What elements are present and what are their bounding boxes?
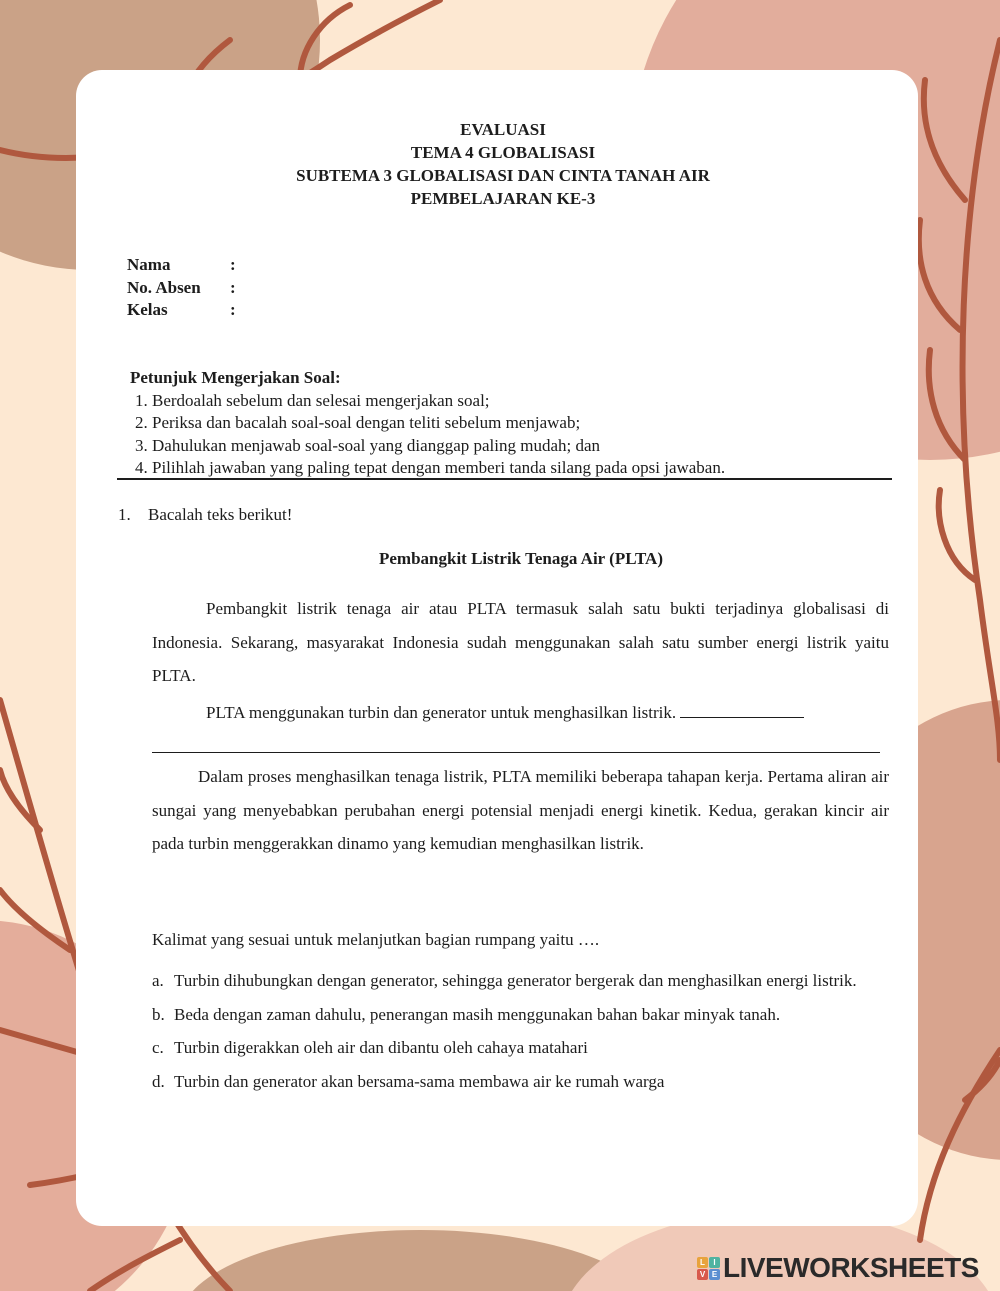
logo-tile: L [697,1257,708,1268]
identity-colon: : [230,300,236,319]
question-number: 1. [118,505,131,524]
instruction-item: 4. Pilihlah jawaban yang paling tepat dengan memberi tanda silang pada opsi jawaban. [152,457,892,480]
student-identity [127,254,236,322]
instructions [130,367,892,480]
logo-tile: V [697,1269,708,1280]
option-text: Beda dengan zaman dahulu, penerangan masih menggunakan bahan bakar minyak tanah. [174,1004,781,1024]
option-d[interactable] [152,1065,892,1099]
header-line-3: SUBTEMA 3 GLOBALISASI DAN CINTA TANAH AIR [296,166,710,185]
header-line-2: TEMA 4 GLOBALISASI [410,143,596,162]
option-letter: b. [152,1004,165,1024]
identity-row-name [127,254,236,277]
option-letter: d. [152,1071,165,1091]
identity-label: Nama [127,255,171,274]
option-a[interactable] [152,964,892,998]
logo-icon [697,1257,720,1280]
identity-label: Kelas [127,300,168,319]
instruction-item: 2. Periksa dan bacalah soal-soal dengan teliti sebelum menjawab; [152,412,892,435]
passage-title: Pembangkit Listrik Tenaga Air (PLTA) [378,549,663,568]
answer-options [152,964,892,1098]
instructions-title: Petunjuk Mengerjakan Soal: [130,368,341,387]
question-stem: Kalimat yang sesuai untuk melanjutkan bagian rumpang yaitu …. [152,930,600,949]
option-b[interactable] [152,998,892,1032]
passage-paragraph-2-text: PLTA menggunakan turbin dan generator untuk menghasilkan listrik. [206,703,677,722]
logo-tile: E [709,1269,720,1280]
identity-colon: : [230,255,236,274]
passage-paragraph-1: Pembangkit listrik tenaga air atau PLTA termasuk salah satu bukti terjadinya globalisasi di Indonesia. Sekarang, masyarakat Indonesia sudah menggunakan salah satu sumber energi listrik yaitu PLTA. [152,599,889,685]
header-line-1: EVALUASI [460,120,546,139]
option-text: Turbin dan generator akan bersama-sama membawa air ke rumah warga [174,1071,665,1091]
identity-row-kelas [127,299,236,322]
option-letter: c. [152,1038,164,1057]
question-prompt-text: Bacalah teks berikut! [148,505,293,524]
instruction-item: 3. Dahulukan menjawab soal-soal yang dianggap paling mudah; dan [152,435,892,458]
option-text: Turbin digerakkan oleh air dan dibantu oleh cahaya matahari [174,1038,588,1057]
passage-paragraph-2 [206,696,890,730]
answer-blank-line-2 [152,752,880,753]
passage-paragraph-3: Dalam proses menghasilkan tenaga listrik, PLTA memiliki beberapa tahapan kerja. Pertama aliran air sungai yang menyebabkan perubahan energi potensial menjadi energi kinetik. Kedua, gerakan kincir air pada turbin menggerakkan dinamo yang kemudian menghasilkan listrik. [152,767,889,853]
liveworksheets-logo [697,1252,979,1284]
identity-row-absen [127,277,236,300]
logo-wordmark: LIVEWORKSHEETS [723,1252,979,1283]
option-letter: a. [152,971,164,990]
option-text: Turbin dihubungkan dengan generator, sehingga generator bergerak dan menghasilkan energi listrik. [174,971,857,990]
logo-tile: I [709,1257,720,1268]
answer-blank-line [680,699,804,718]
identity-colon: : [230,277,236,297]
instruction-item: 1. Berdoalah sebelum dan selesai mengerjakan soal; [152,390,892,413]
instructions-divider [117,478,892,480]
header-line-4: PEMBELAJARAN KE-3 [410,189,596,208]
identity-label: No. Absen [127,277,201,297]
question-prompt [118,505,292,525]
instructions-list [130,390,892,480]
worksheet-header [76,118,930,210]
option-c[interactable] [152,1031,892,1065]
